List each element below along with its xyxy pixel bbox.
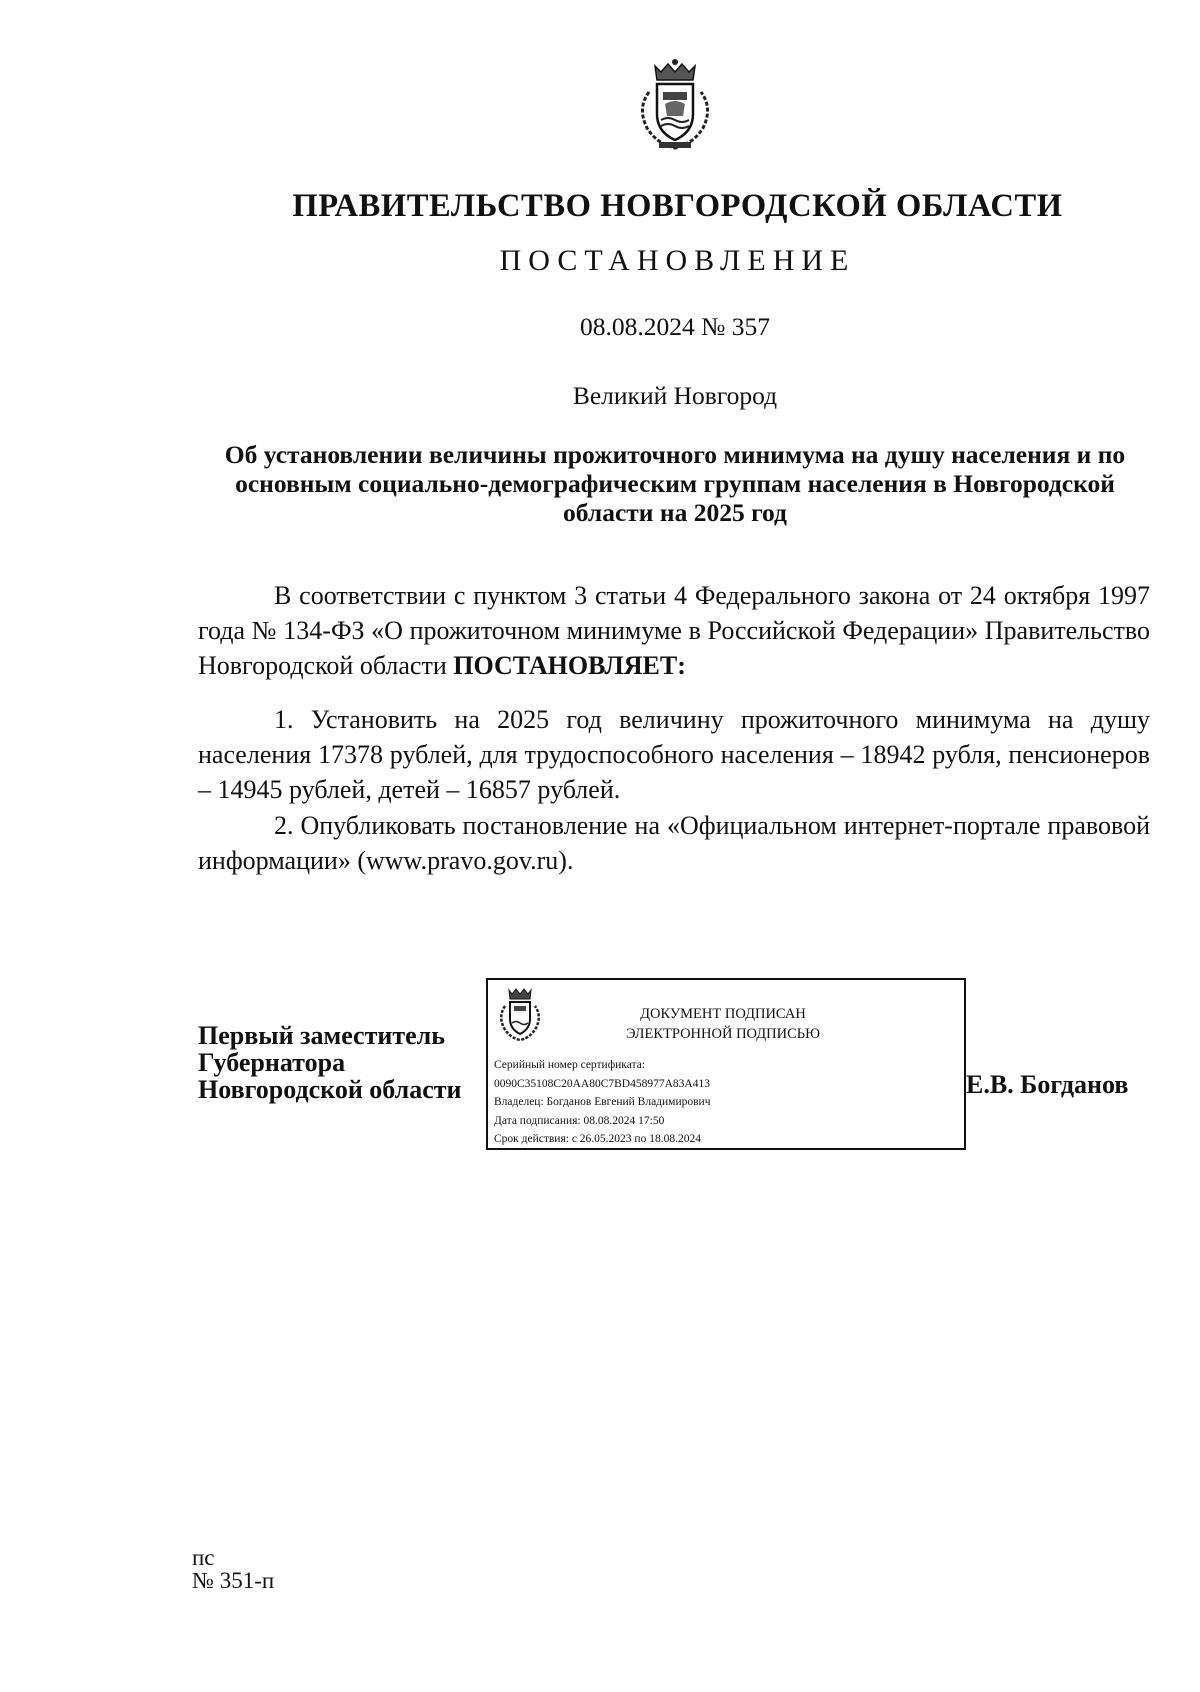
organization-title: ПРАВИТЕЛЬСТВО НОВГОРОДСКОЙ ОБЛАСТИ — [292, 188, 1063, 224]
decree-item-2: 2. Опубликовать постановление на «Официальном интернет-портале правовой информации» (www.pravo.gov.ru). — [198, 811, 1150, 875]
document-date-number: 08.08.2024 № 357 — [579, 312, 771, 341]
document-subject: Об установлении величины прожиточного минимума на душу населения и по основным социально-демографическим группам населения в Новгородской области на 2025 год — [224, 440, 1126, 527]
certificate-serial-label: Серийный номер сертификата: — [494, 1059, 645, 1071]
stamp-details — [494, 1056, 710, 1149]
certificate-owner: Владелец: Богданов Евгений Владимирович — [494, 1096, 711, 1108]
preamble-text: В соответствии с пунктом 3 статьи 4 Федерального закона от 24 октября 1997 года № 134-ФЗ «О прожиточном минимуме в Российской Федерации» Правительство Новгородской области — [198, 581, 1150, 680]
decree-item-1: 1. Установить на 2025 год величину прожиточного минимума на душу населения 17378 рублей, для трудоспособного населения – 18942 рубля, пенсионеров – 14945 рублей, детей – 16857 рублей. — [198, 705, 1150, 804]
stamp-header — [568, 1004, 878, 1044]
stamp-coat-of-arms-icon — [497, 986, 543, 1044]
certificate-serial: 0090C35108C20AA80C7BD458977A83A413 — [494, 1077, 710, 1090]
signer-name: Е.В. Богданов — [966, 1070, 1129, 1099]
footer-code-line: пс — [192, 1545, 215, 1570]
footer-doc-number: № 351-п — [192, 1568, 275, 1593]
preamble-paragraph — [198, 578, 1150, 683]
signer-title-line: Новгородской области — [198, 1075, 462, 1104]
signing-date: Дата подписания: 08.08.2024 17:50 — [494, 1114, 665, 1127]
signer-title — [198, 1022, 462, 1103]
document-city: Великий Новгород — [572, 381, 778, 410]
signer-title-line: Первый заместитель — [198, 1021, 445, 1050]
decree-word: ПОСТАНОВЛЯЕТ: — [453, 651, 686, 680]
electronic-signature-stamp — [486, 978, 966, 1150]
signer-title-line: Губернатора — [198, 1048, 346, 1077]
coat-of-arms-icon — [635, 58, 715, 154]
certificate-validity: Срок действия: с 26.05.2023 по 18.08.2024 — [494, 1133, 701, 1145]
footer-codes — [192, 1546, 274, 1592]
document-type: ПОСТАНОВЛЕНИЕ — [499, 244, 856, 277]
stamp-header-line: ДОКУМЕНТ ПОДПИСАН — [640, 1006, 806, 1022]
stamp-header-line: ЭЛЕКТРОННОЙ ПОДПИСЬЮ — [625, 1026, 821, 1042]
